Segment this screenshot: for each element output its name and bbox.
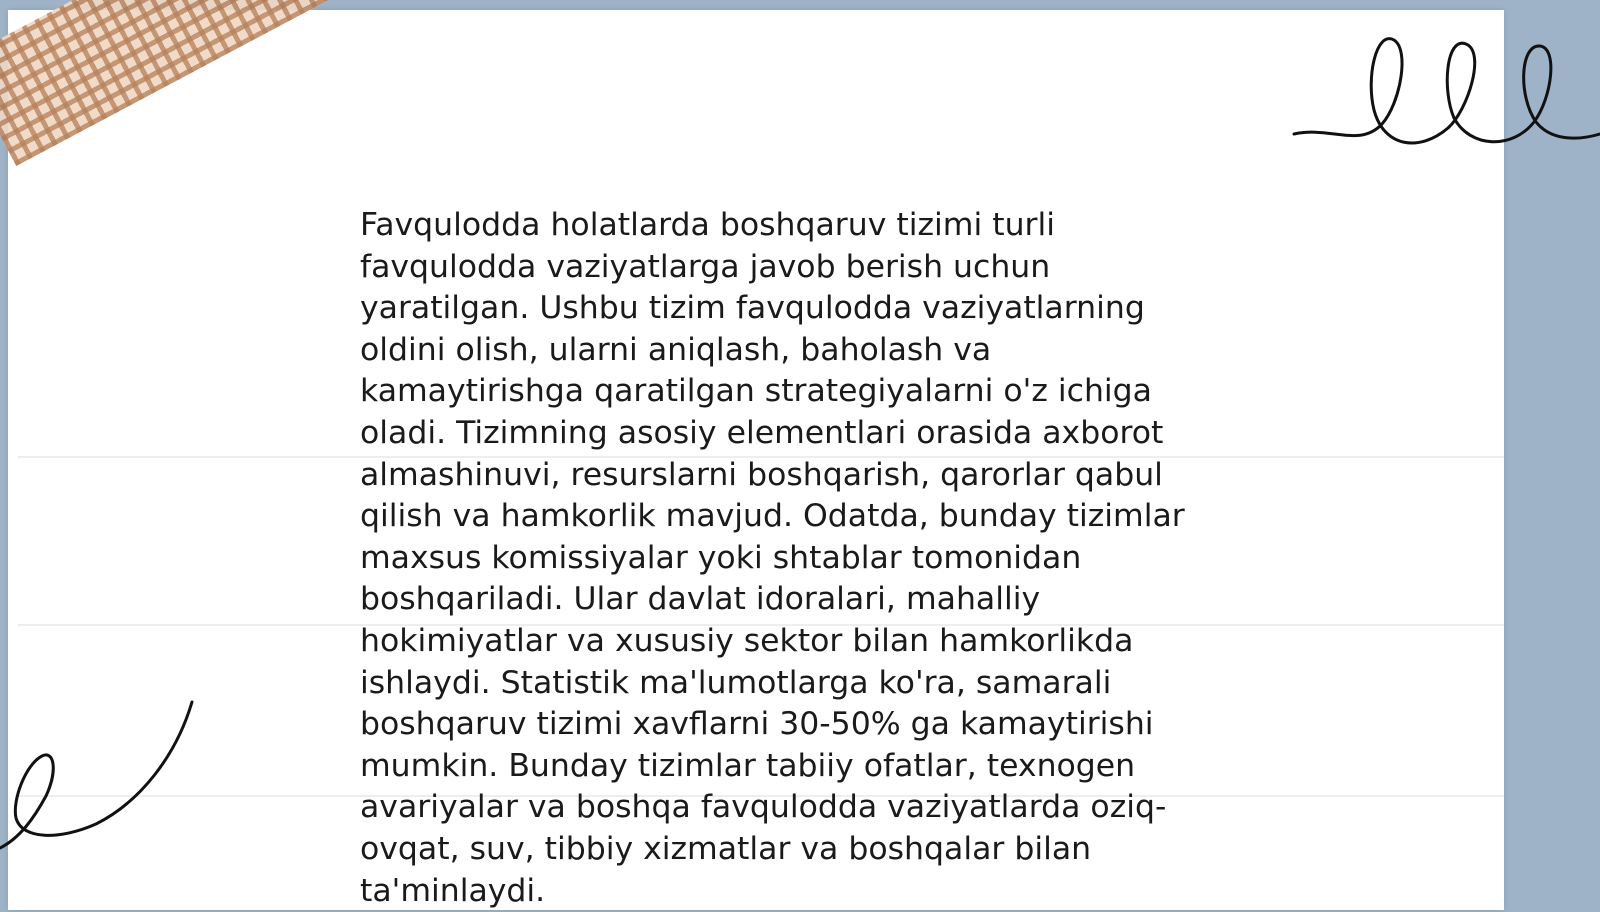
loop-scribble-icon — [1290, 30, 1600, 160]
check-scribble-icon — [0, 700, 200, 850]
body-paragraph: Favqulodda holatlarda boshqaruv tizimi turli favqulodda vaziyatlarga javob berish uchun yaratilgan. Ushbu tizim favqulodda vaziyatlarning oldini olish, ularni aniqlash, baholash va kamaytirishga qaratilgan strategiyalarni o'z ichiga oladi. Tizimning asosiy elementlari orasida axborot almashinuvi, resurslarni boshqarish, qarorlar qabul qilish va hamkorlik mavjud. Odatda, bunday tizimlar maxsus komissiyalar yoki shtablar tomonidan boshqariladi. Ular davlat idoralari, mahalliy hokimiyatlar va xususiy sektor bilan hamkorlikda ishlaydi. Statistik ma'lumotlarga ko'ra, samarali boshqaruv tizimi xavflarni 30-50% ga kamaytirishi mumkin. Bunday tizimlar tabiiy ofatlar, texnogen avariyalar va boshqa favqulodda vaziyatlarda oziq-ovqat, suv, tibbiy xizmatlar va boshqalar bilan ta'minlaydi. — [360, 207, 1185, 909]
